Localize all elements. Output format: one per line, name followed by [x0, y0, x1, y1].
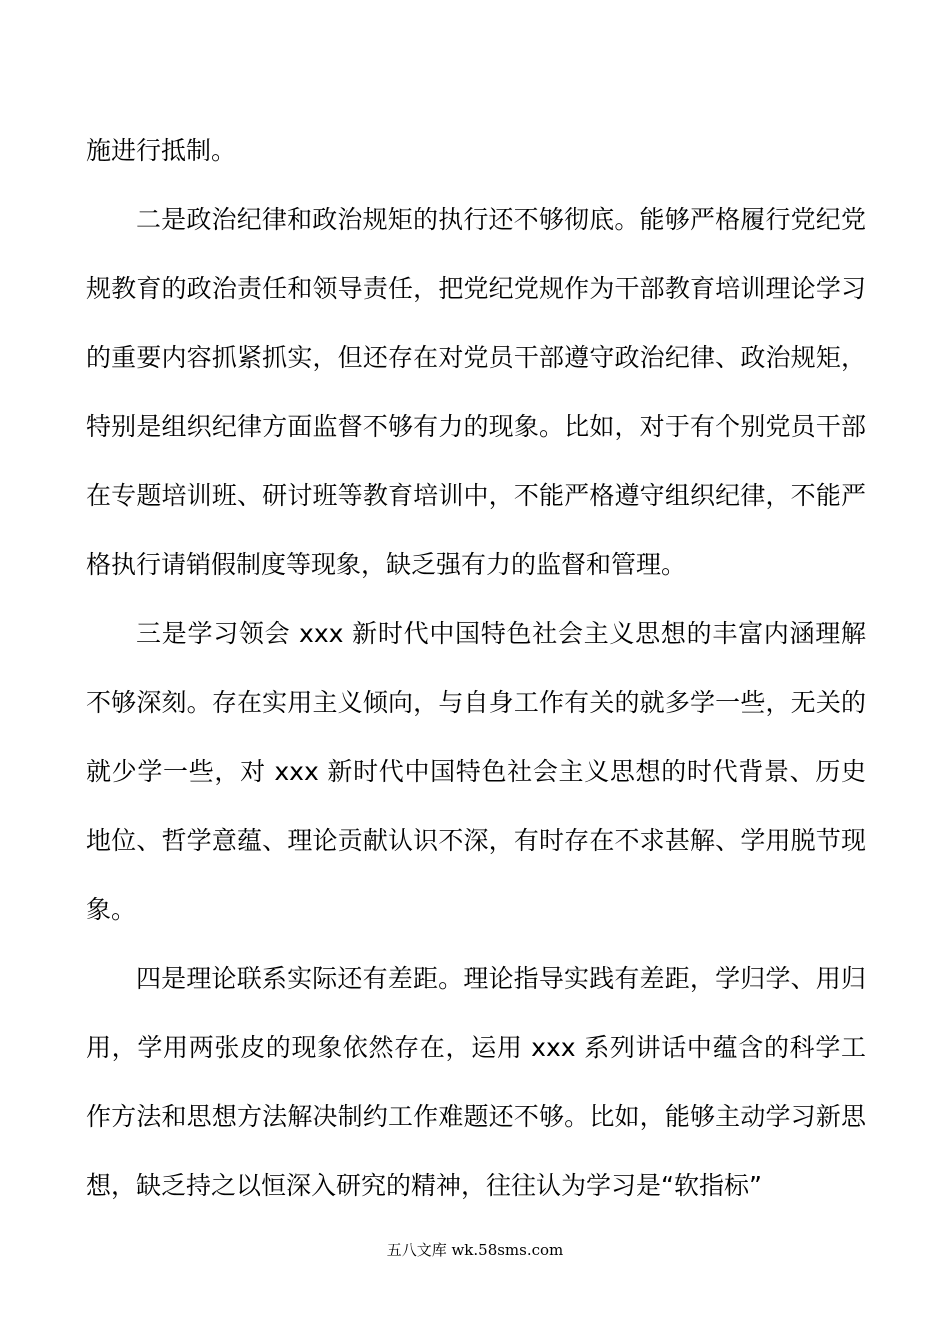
paragraph-point-four: 四是理论联系实际还有差距。理论指导实践有差距，学归学、用归用，学用两张皮的现象依然存在，运用 xxx 系列讲话中蕴含的科学工作方法和思想方法解决制约工作难题还不够。比如，能够主动学习新思想，缺乏持之以恒深入研究的精神，往往认为学习是“软指标” — [86, 964, 866, 1200]
paragraph-continuation: 施进行抵制。 — [86, 136, 237, 165]
footer-watermark: 五八文库 wk.58sms.com — [386, 1241, 564, 1259]
paragraph-point-three: 三是学习领会 xxx 新时代中国特色社会主义思想的丰富内涵理解不够深刻。存在实用主义倾向，与自身工作有关的就多学一些，无关的就少学一些，对 xxx 新时代中国特色社会主义思想的时代背景、历史地位、哲学意蕴、理论贡献认识不深，有时存在不求甚解、学用脱节现象。 — [86, 619, 866, 924]
paragraph-point-two: 二是政治纪律和政治规矩的执行还不够彻底。能够严格履行党纪党规教育的政治责任和领导责任，把党纪党规作为干部教育培训理论学习的重要内容抓紧抓实，但还存在对党员干部遵守政治纪律、政治规矩，特别是组织纪律方面监督不够有力的现象。比如，对于有个别党员干部在专题培训班、研讨班等教育培训中，不能严格遵守组织纪律，不能严格执行请销假制度等现象，缺乏强有力的监督和管理。 — [86, 205, 866, 579]
document-body — [86, 116, 866, 1220]
